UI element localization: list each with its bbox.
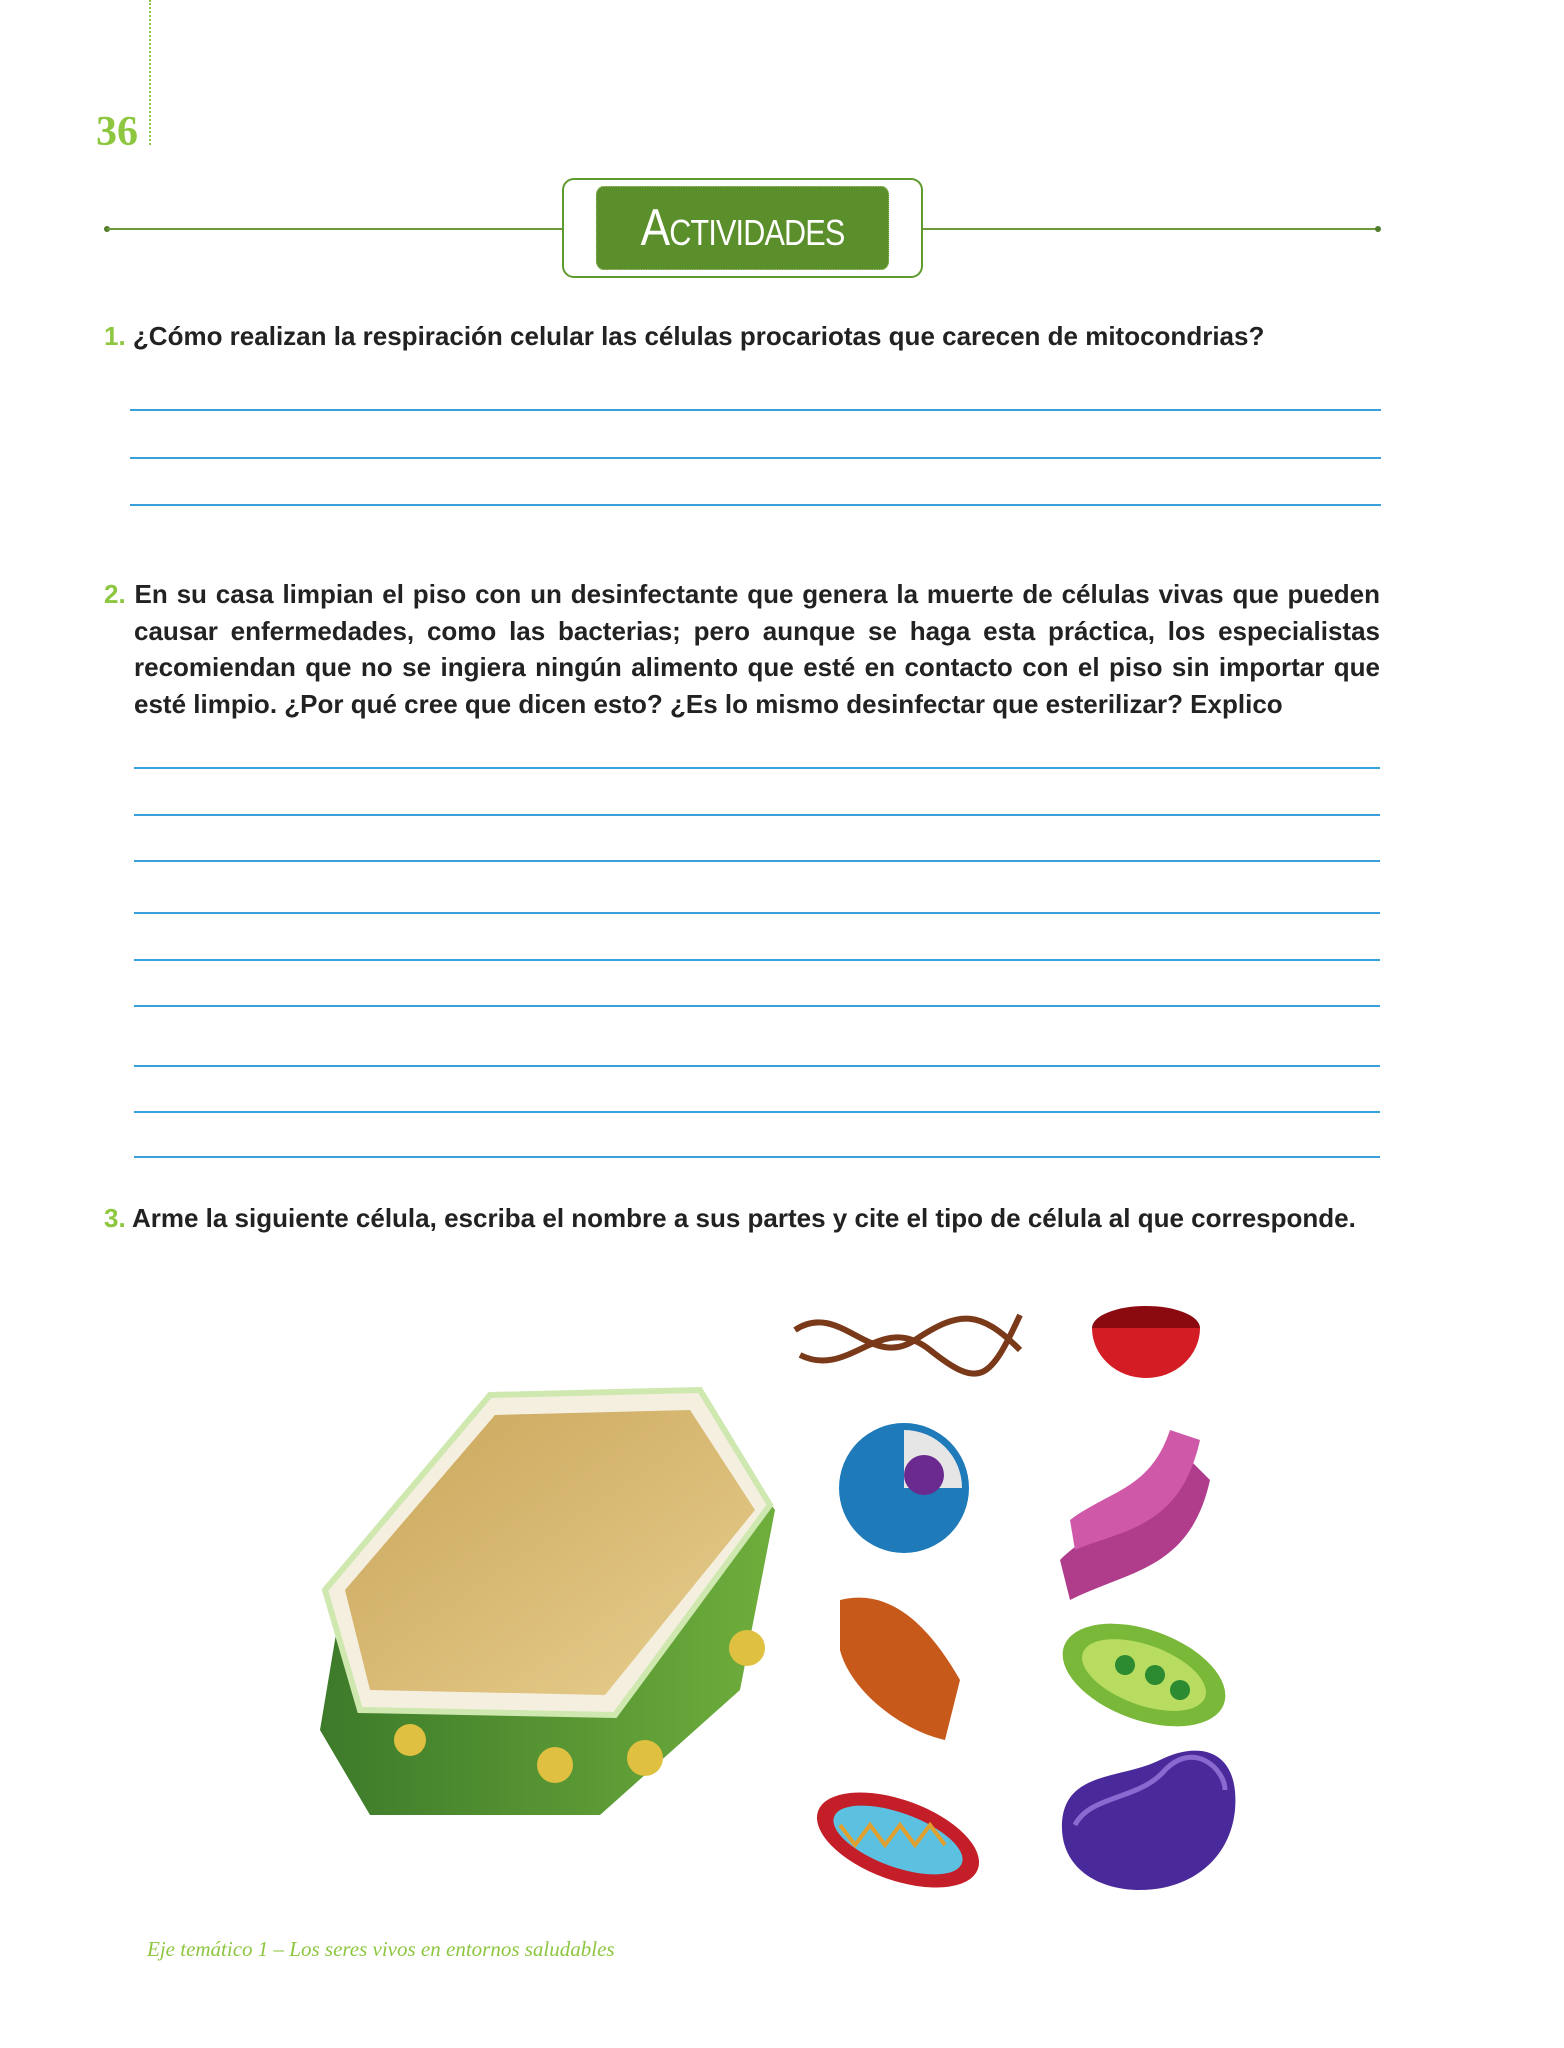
chloroplast: [1049, 1604, 1240, 1747]
question-1: [104, 318, 1380, 355]
question-number: 2.: [104, 579, 126, 609]
page-number: 36: [96, 109, 138, 155]
question-text: En su casa limpian el piso con un desinfectante que genera la muerte de células vivas que pueden causar enfermedades, como las bacterias; pero aunque se haga esta práctica, los especialistas recomiendan que no se ingiera ningún alimento que esté en contacto con el piso sin importar que esté limpio. ¿Por qué cree que dicen esto? ¿Es lo mismo desinfectar que esterilizar? Explico: [134, 579, 1380, 719]
vacuole: [1062, 1751, 1235, 1890]
answer-line[interactable]: [134, 1111, 1380, 1113]
header-line-dot-right: [1375, 226, 1381, 232]
nucleus-sphere: [839, 1423, 969, 1553]
lysosome-red-sphere: [1092, 1306, 1200, 1378]
question-number: 1.: [104, 321, 126, 351]
question-number: 3.: [104, 1203, 126, 1233]
dna-strand: [795, 1315, 1020, 1374]
header-line-right: [923, 228, 1378, 230]
section-badge: [562, 178, 923, 278]
mitochondria: [804, 1773, 991, 1906]
answer-line[interactable]: [134, 959, 1380, 961]
answer-line[interactable]: [134, 767, 1380, 769]
footer-text: Eje temático 1 – Los seres vivos en entornos saludables: [147, 1937, 615, 1961]
section-title: Actividades: [596, 186, 889, 270]
endoplasmic-reticulum: [840, 1598, 960, 1740]
answer-line[interactable]: [130, 409, 1381, 411]
answer-line[interactable]: [134, 912, 1380, 914]
hexagon-cell-box: [320, 1390, 775, 1815]
answer-line[interactable]: [134, 1005, 1380, 1007]
header-line-left: [107, 228, 562, 230]
answer-line[interactable]: [134, 860, 1380, 862]
question-text: ¿Cómo realizan la respiración celular las células procariotas que carecen de mitocondrias?: [132, 321, 1265, 351]
answer-line[interactable]: [134, 1065, 1380, 1067]
answer-line[interactable]: [130, 457, 1381, 459]
golgi-apparatus: [1060, 1430, 1210, 1600]
answer-line[interactable]: [134, 814, 1380, 816]
question-3: [104, 1200, 1380, 1237]
question-text: Arme la siguiente célula, escriba el nombre a sus partes y cite el tipo de célula al que corresponde.: [131, 1203, 1356, 1233]
cell-illustration: [0, 1270, 1564, 1910]
question-2: [104, 576, 1380, 722]
margin-dotted-line: [149, 0, 151, 145]
answer-line[interactable]: [130, 504, 1381, 506]
answer-line[interactable]: [134, 1156, 1380, 1158]
